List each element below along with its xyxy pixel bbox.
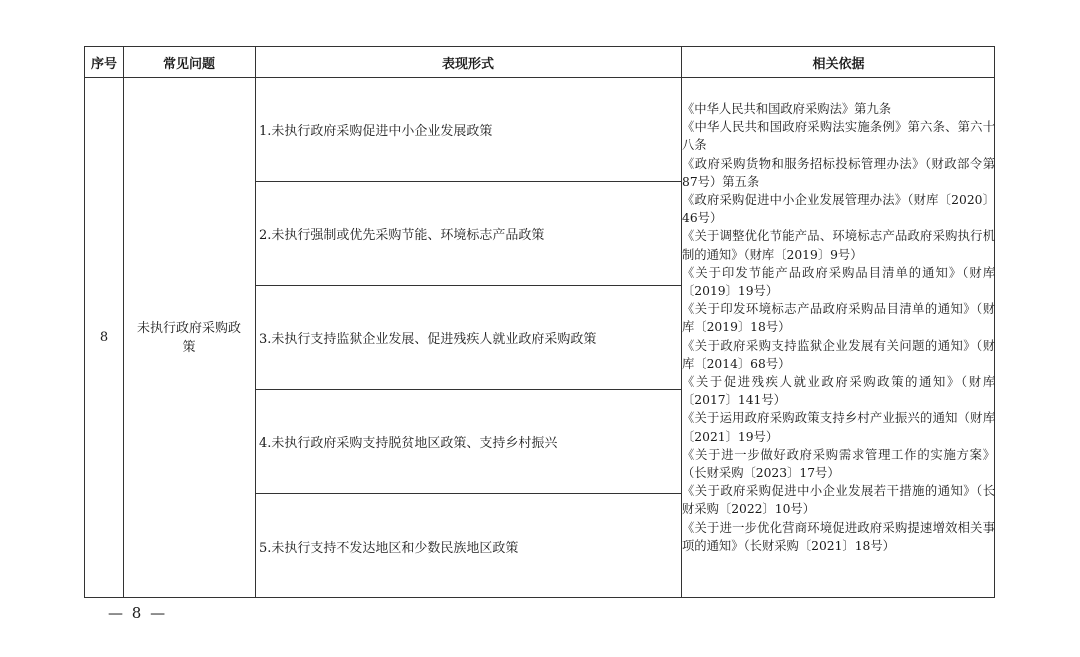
basis-item: 《关于政府采购支持监狱企业发展有关问题的通知》（财库〔2014〕68号） — [682, 338, 995, 371]
page-number: — 8 — — [108, 604, 168, 622]
form-item: 4.未执行政府采购支持脱贫地区政策、支持乡村振兴 — [259, 436, 558, 451]
seq-cell: 8 — [99, 330, 109, 345]
basis-item: 《关于进一步优化营商环境促进政府采购提速增效相关事项的通知》（长财采购〔2021〕18号） — [682, 520, 995, 553]
basis-item: 《关于进一步做好政府采购需求管理工作的实施方案》（长财采购〔2023〕17号） — [682, 447, 995, 481]
column-divider — [123, 47, 124, 597]
header-seq: 序号 — [90, 56, 117, 72]
basis-item: 《关于促进残疾人就业政府采购政策的通知》（财库〔2017〕141号） — [682, 375, 995, 408]
header-basis: 相关依据 — [812, 56, 865, 72]
form-item: 3.未执行支持监狱企业发展、促进残疾人就业政府采购政策 — [259, 332, 597, 347]
policy-table — [84, 46, 995, 598]
basis-item: 《关于运用政府采购政策支持乡村产业振兴的通知（财库〔2021〕19号） — [682, 411, 995, 444]
basis-item: 《关于印发环境标志产品政府采购品目清单的通知》（财库〔2019〕18号） — [682, 302, 995, 335]
basis-item: 《政府采购促进中小企业发展管理办法》（财库〔2020〕46号） — [682, 193, 995, 226]
form-item: 5.未执行支持不发达地区和少数民族地区政策 — [259, 540, 519, 556]
basis-item: 《中华人民共和国政府采购法》第九条 — [682, 102, 892, 116]
header-issue: 常见问题 — [162, 56, 215, 72]
basis-item: 《关于印发节能产品政府采购品目清单的通知》（财库〔2019〕19号） — [682, 265, 995, 299]
basis-item: 《关于调整优化节能产品、环境标志产品政府采购执行机制的通知》（财库〔2019〕9号） — [682, 229, 995, 262]
basis-item: 《中华人民共和国政府采购法实施条例》第六条、第六十八条 — [682, 120, 995, 153]
issue-cell: 未执行政府采购政策 — [136, 320, 241, 355]
header-form: 表现形式 — [441, 56, 494, 72]
basis-item: 《关于政府采购促进中小企业发展若干措施的通知》（长财采购〔2022〕10号） — [682, 484, 995, 517]
form-item: 1.未执行政府采购促进中小企业发展政策 — [259, 124, 493, 139]
basis-cell — [682, 100, 995, 555]
form-item: 2.未执行强制或优先采购节能、环境标志产品政策 — [259, 228, 545, 243]
basis-item: 《政府采购货物和服务招标投标管理办法》（财政部令第87号）第五条 — [682, 156, 995, 189]
